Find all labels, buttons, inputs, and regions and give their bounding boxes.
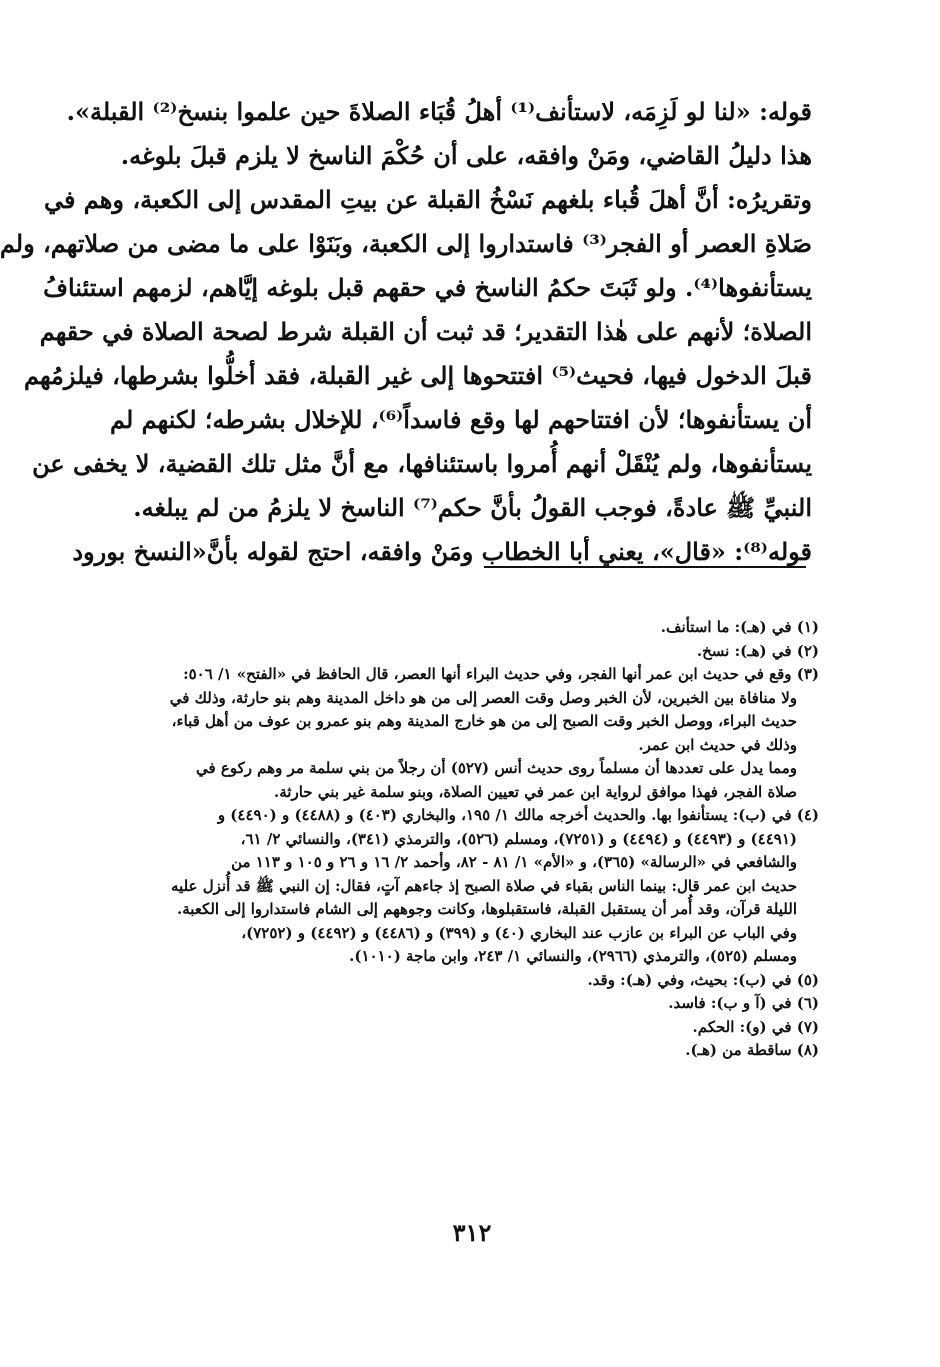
footnote-line: (٢) في (هـ): نسخ. bbox=[696, 641, 819, 660]
body-line: النبيِّ ﷺ عادةً، فوجب القولُ بأنَّ حكم⁽⁷⁾ الناسخ لا يلزمُ من لم يبلغه. bbox=[133, 493, 812, 522]
body-line: قوله⁽⁸⁾: «قال»، يعني أبا الخطاب ومَنْ وافقه، احتج لقوله بأنَّ«النسخ بورود bbox=[72, 537, 812, 566]
body-line: أن يستأنفوها؛ لأن افتتاحهم لها وقع فاسداً⁽⁶⁾، للإخلال بشرطه؛ لكنهم لم bbox=[110, 405, 812, 434]
footnote-line: ومسلم (٥٢٥)، والترمذي (٢٩٦٦)، والنسائي ١/ ٢٤٣، وابن ماجة (١٠١٠). bbox=[349, 947, 797, 965]
footnote-line: (٧) في (و): الحكم. bbox=[692, 1017, 819, 1036]
footnote-line: والشافعي في «الرسالة» (٣٦٥)، و «الأم» ١/ ٨١ - ٨٢، وأحمد ٢/ ١٦ و ٢٦ و ١٠٥ و ١١٣ من bbox=[231, 853, 797, 871]
footnote-line: ومما يدل على تعددها أن مسلماً روى حديث أنس (٥٢٧) أن رجلاً من بني سلمة مر وهم ركوع في bbox=[195, 759, 797, 777]
footnotes-block bbox=[109, 616, 819, 1063]
page-number: ٣١٢ bbox=[452, 1218, 492, 1247]
body-line: صَلاةِ العصر أو الفجر⁽³⁾ فاستداروا إلى الكعبة، وبَنَوْا على ما مضى من صلاتهم، ولم bbox=[0, 229, 812, 258]
footnote-separator bbox=[484, 566, 806, 568]
main-text-block bbox=[0, 90, 812, 574]
footnote-line: (٦) في (آ و ب): فاسد. bbox=[668, 994, 819, 1012]
footnote-line: (٨) ساقطة من (هـ). bbox=[685, 1041, 819, 1059]
footnote-line: الليلة قرآن، وقد أُمر أن يستقبل القبلة، فاستقبلوها، وكانت وجوههم إلى الشام فاستداروا إلى الكعبة. bbox=[177, 900, 797, 918]
footnote-line: صلاة الفجر، فهذا موافق لرواية ابن عمر في تعيين الصلاة، وبنو سلمة غير بني حارثة. bbox=[274, 782, 797, 801]
body-line: قبلَ الدخول فيها، فحيث⁽⁵⁾ افتتحوها إلى غير القبلة، فقد أخلُّوا بشرطها، فيلزمُهم bbox=[24, 361, 812, 390]
footnote-line: حديث ابن عمر قال: بينما الناس بقباء في صلاة الصبح إذ جاءهم آتٍ، فقال: إن النبي ﷺ قد أُنزل عليه bbox=[171, 876, 797, 895]
footnote-line: (٥) في (ب): بحيث، وفي (هـ): وقد. bbox=[587, 970, 819, 989]
body-line: الصلاة؛ لأنهم على هٰذا التقدير؛ قد ثبت أن القبلة شرط لصحة الصلاة في حقهم bbox=[39, 317, 812, 346]
body-line: وتقريرُه: أنَّ أهلَ قُباء بلغهم نَسْخُ القبلة عن بيتِ المقدس إلى الكعبة، وهم في bbox=[43, 185, 812, 214]
body-line: قوله: «لنا لو لَزِمَه، لاستأنف⁽¹⁾ أهلُ قُبَاء الصلاةَ حين علموا بنسخ⁽²⁾ القبلة». bbox=[66, 97, 812, 126]
footnote-line: وذلك في حديث ابن عمر. bbox=[638, 735, 797, 754]
body-line: يستأنفوها، ولم يُنْقَلْ أنهم أُمروا باستئنافها، مع أنَّ مثل تلك القضية، لا يخفى عن bbox=[32, 449, 812, 478]
footnote-line: وفي الباب عن البراء بن عازب عند البخاري (٤٠) و (٣٩٩) و (٤٤٨٦) و (٤٤٩٢) و (٧٢٥٢)، bbox=[241, 923, 797, 942]
footnote-line: حديث البراء، ووصل الخبر وقت الصبح إلى من هو خارج المدينة وهم بنو عمرو بن عوف من أهل قباء، bbox=[171, 712, 797, 730]
footnote-line: (٣) وقع في حديث ابن عمر أنها الفجر، وفي حديث البراء أنها العصر، قال الحافظ في «الفتح» ١/ ٥٠٦: bbox=[183, 665, 819, 683]
footnote-line: (٤) في (ب): يستأنفوا بها. والحديث أخرجه مالك ١/ ١٩٥، والبخاري (٤٠٣) و (٤٤٨٨) و (٤٤٩٠) و bbox=[217, 806, 819, 824]
body-line: هذا دليلُ القاضي، ومَنْ وافقه، على أن حُكْمَ الناسخ لا يلزم قبلَ بلوغه. bbox=[120, 141, 812, 170]
body-line: يستأنفوها⁽⁴⁾. ولو ثَبَتَ حكمُ الناسخ في حقهم قبل بلوغه إيَّاهم، لزمهم استئنافُ bbox=[43, 273, 812, 302]
footnote-line: (٤٤٩١) و (٤٤٩٣) و (٤٤٩٤) و (٧٢٥١)، ومسلم (٥٢٦)، والترمذي (٣٤١)، والنسائي ٢/ ٦١، bbox=[240, 829, 797, 848]
footnote-line: (١) في (هـ): ما استأنف. bbox=[660, 618, 819, 636]
footnote-line: ولا منافاة بين الخبرين، لأن الخبر وصل وقت العصر إلى من هو داخل المدينة وهم بنو حارثة، وذلك في bbox=[169, 688, 797, 707]
